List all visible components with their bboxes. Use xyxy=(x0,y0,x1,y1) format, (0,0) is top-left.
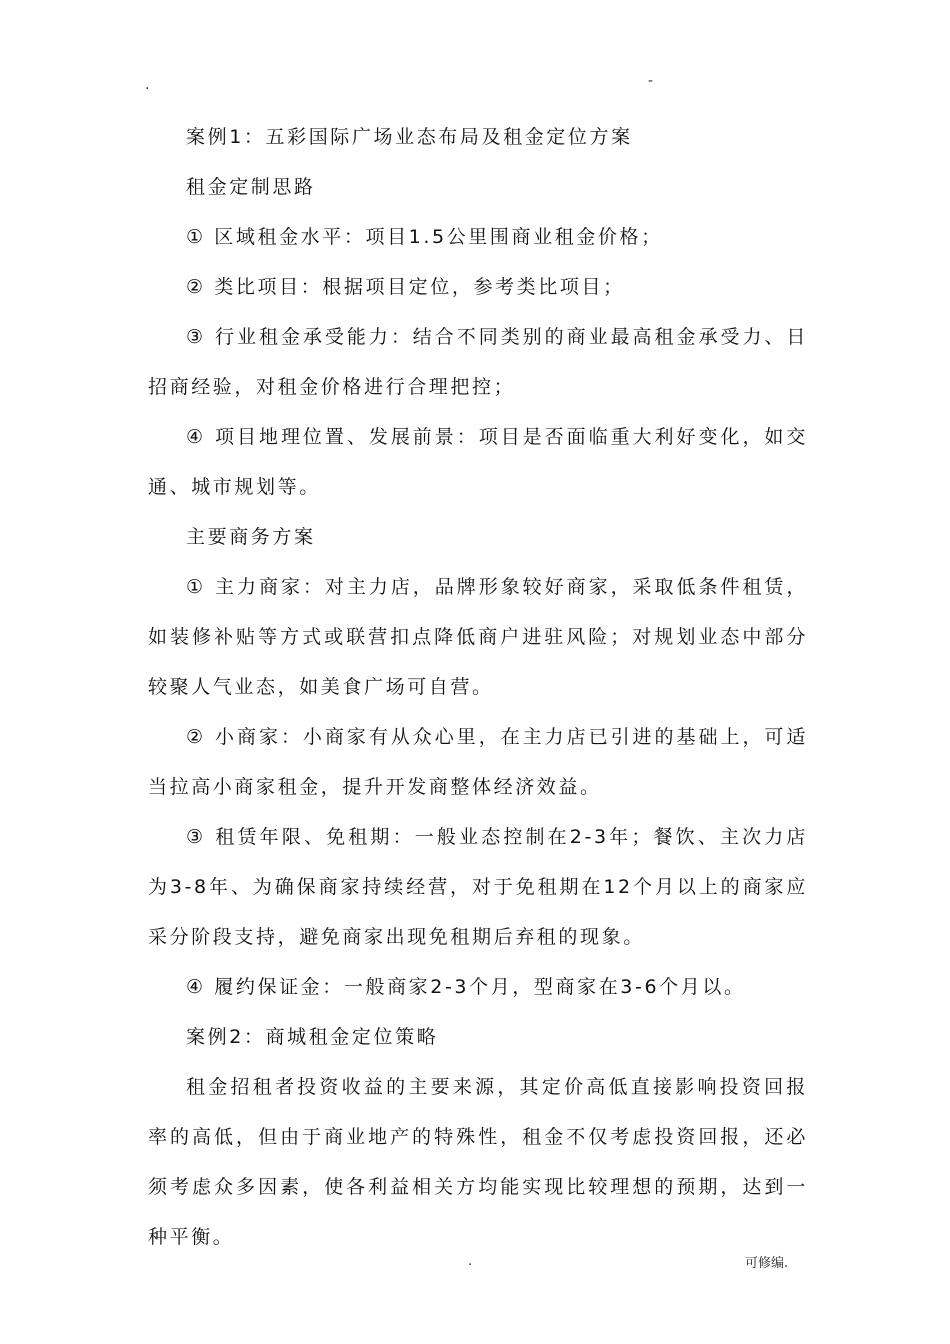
paragraph-item-1: ① 区域租金水平：项目1.5公里围商业租金价格； xyxy=(186,226,663,248)
paragraph-item-3: ③ 行业租金承受能力：结合不同类别的商业最高租金承受力、日招商经验，对租金价格进行合理把控； xyxy=(148,326,808,398)
section-heading-rent-approach: 租金定制思路 xyxy=(186,176,316,198)
paragraph-item-2: ② 类比项目：根据项目定位，参考类比项目； xyxy=(186,276,625,298)
paragraph-plan-2: ② 小商家：小商家有从众心里，在主力店已引进的基础上，可适当拉高小商家租金，提升开发商整体经济效益。 xyxy=(148,726,808,798)
paragraph-case2-body: 租金招租者投资收益的主要来源，其定价高低直接影响投资回报率的高低，但由于商业地产的特殊性，租金不仅考虑投资回报，还必须考虑众多因素，使各利益相关方均能实现比较理想的预期，达到一种平衡。 xyxy=(148,1076,808,1248)
paragraph-plan-3: ③ 租赁年限、免租期：一般业态控制在2-3年；餐饮、主次力店为3-8年、为确保商家持续经营，对于免租期在12个月以上的商家应采分阶段支持，避免商家出现免租期后弃租的现象。 xyxy=(148,826,808,948)
footer-dot: . xyxy=(468,1254,473,1269)
footer-label: 可修编. xyxy=(745,1256,789,1271)
header-mark-right: - xyxy=(648,73,654,89)
section-heading-business-plan: 主要商务方案 xyxy=(186,526,316,548)
paragraph-plan-1: ① 主力商家：对主力店，品牌形象较好商家，采取低条件租赁，如装修补贴等方式或联营扣点降低商户进驻风险；对规划业态中部分较聚人气业态，如美食广场可自营。 xyxy=(148,576,808,698)
case1-title: 案例1：五彩国际广场业态布局及租金定位方案 xyxy=(186,126,633,148)
paragraph-plan-4: ④ 履约保证金：一般商家2-3个月，型商家在3-6个月以。 xyxy=(186,976,746,998)
case2-title: 案例2：商城租金定位策略 xyxy=(186,1026,439,1048)
paragraph-item-4: ④ 项目地理位置、发展前景：项目是否面临重大利好变化，如交通、城市规划等。 xyxy=(148,426,808,498)
header-mark-left: . xyxy=(145,77,150,93)
